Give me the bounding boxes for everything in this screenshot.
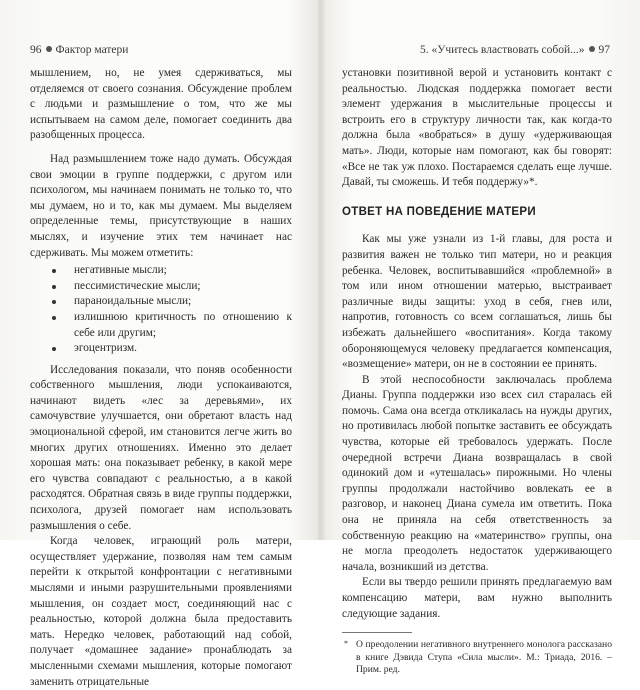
- paragraph: Как мы уже узнали из 1-й главы, для роста и развития важен не только тип матери, но и реакция ребенка. Человек, воспитывавшийся «проблемной» в том или ином отношении матерью, выстраивает различные виды защиты: уход в себя, гнев или, напротив, готовность со всем соглашаться, лишь бы избежать дальнейшего «воспитания». Когда такому обороняющемуся человеку предлагается компенсация, «возмещение» матери, он не в состоянии ее принять.: [342, 233, 612, 371]
- paragraph: Когда человек, играющий роль матери, осуществляет удержание, позволяя нам тем самым перейти к открытой конфронтации с негативными мыслями и иными разрушительными проявлениями мышления, он создает мост, соединяющий нас с реальностью, которой должна была предоставить мать. Нередко человек, работающий над собой, получает «домашнее задание» пронаблюдать за мысленными схемами мышления, которые помогают заменить отрицательные: [30, 535, 292, 688]
- right-page-number: 97: [598, 44, 610, 56]
- bullet-dot: [52, 269, 56, 273]
- paragraph: мышлением, но, не умея сдерживаться, мы отделяемся от своего сознания. Обсуждение проблем с людьми и размышление о том, что же мы испытываем на самом деле, помогает соединить два разобщенных процесса.: [30, 67, 292, 142]
- bullet-dot: [52, 347, 56, 351]
- bullet-list: [30, 263, 292, 357]
- paragraph: Если вы твердо решили принять предлагаемую вам компенсацию матери, вам нужно выполнить следующие задания.: [342, 576, 612, 620]
- right-page-header: [420, 44, 610, 56]
- paragraph: Исследования показали, что поняв особенности собственного мышления, люди успокаиваются, начинают видеть «лес за деревьями», их самочувствие улучшается, они обретают власть над эмоциональной сферой, им становится легче жить во многих других отношениях. Именно это делает хорошая мать: она показывает ребенку, в какой мере его чувства совпадают с реальностью, а в какой расходятся. Обратная связь в виде группы поддержки, психолога, друзей помогает нам использовать размышления о себе.: [30, 363, 292, 532]
- paragraph: Над размышлением тоже надо думать. Обсуждая свои эмоции в группе поддержки, с другом или психологом, мы начинаем понимать не только то, что мы думаем, но и то, как мы думаем. Мы выделяем определенные темы, присутствующие в наших мыслях, и изучение этих тем начинает нас сдерживать. Мы можем отметить:: [30, 152, 292, 259]
- footnote-rule: [342, 632, 412, 633]
- paragraph: установки позитивной верой и установить контакт с реальностью. Людская поддержка помогает вести элемент удержания в мыслительные процессы и встроить его в структуру личности так, как когда-то должна была «вобраться» в душу «удерживающая мать». Люди, которые нам помогают, как бы говорят: «Все не так уж плохо. Постараемся сделать еще лучше. Давай, ты сможешь. И тебя поддержу»*.: [342, 67, 612, 189]
- footnote: [342, 639, 612, 677]
- bullet-dot: [52, 285, 56, 289]
- right-page-body: [342, 66, 612, 677]
- footnote-text: О преодолении негативного внутреннего монолога рассказано в книге Дэвида Ступа «Сила мысли». М.: Триада, 2016. – Прим. ред.: [356, 639, 612, 676]
- right-page: [322, 0, 640, 676]
- right-running-title: 5. «Учитесь властвовать собой...»: [419, 44, 585, 56]
- bullet-dot: [52, 316, 56, 320]
- left-page-body: [30, 66, 292, 690]
- left-running-title: Фактор матери: [55, 44, 129, 56]
- list-item: негативные мысли;: [30, 263, 292, 279]
- list-item: эгоцентризм.: [30, 341, 292, 357]
- footnote-mark: *: [344, 639, 348, 649]
- section-heading: ОТВЕТ НА ПОВЕДЕНИЕ МАТЕРИ: [342, 205, 536, 218]
- list-item: параноидальные мысли;: [30, 294, 292, 310]
- header-bullet-dot: [589, 46, 595, 52]
- header-bullet-dot: [46, 46, 52, 52]
- left-page: [0, 0, 318, 688]
- bullet-dot: [52, 300, 56, 304]
- left-page-header: [30, 44, 128, 56]
- paragraph: В этой неспособности заключалась проблема Дианы. Группа поддержки изо всех сил старалась ей помочь. Сама она всегда откликалась на нужды других, но противилась любой попытке заставить ее обсуждать чувства, которые ей требовалось удержать. После очередной встречи Диана возвращалась в свой одинокий дом и «утешалась» пирожными. Но члены группы продолжали настойчиво вовлекать ее в разговор, и наконец Диана сумела им ответить. Пока она не приняла на себя ответственность за собственную реакцию на «материнство» группы, она не могла преодолеть недостаток удерживающего начала, возникший из детства.: [342, 373, 612, 573]
- list-item: пессимистические мысли;: [30, 279, 292, 295]
- left-page-number: 96: [30, 44, 42, 56]
- list-item: излишнюю критичность по отношению к себе или другим;: [30, 310, 292, 341]
